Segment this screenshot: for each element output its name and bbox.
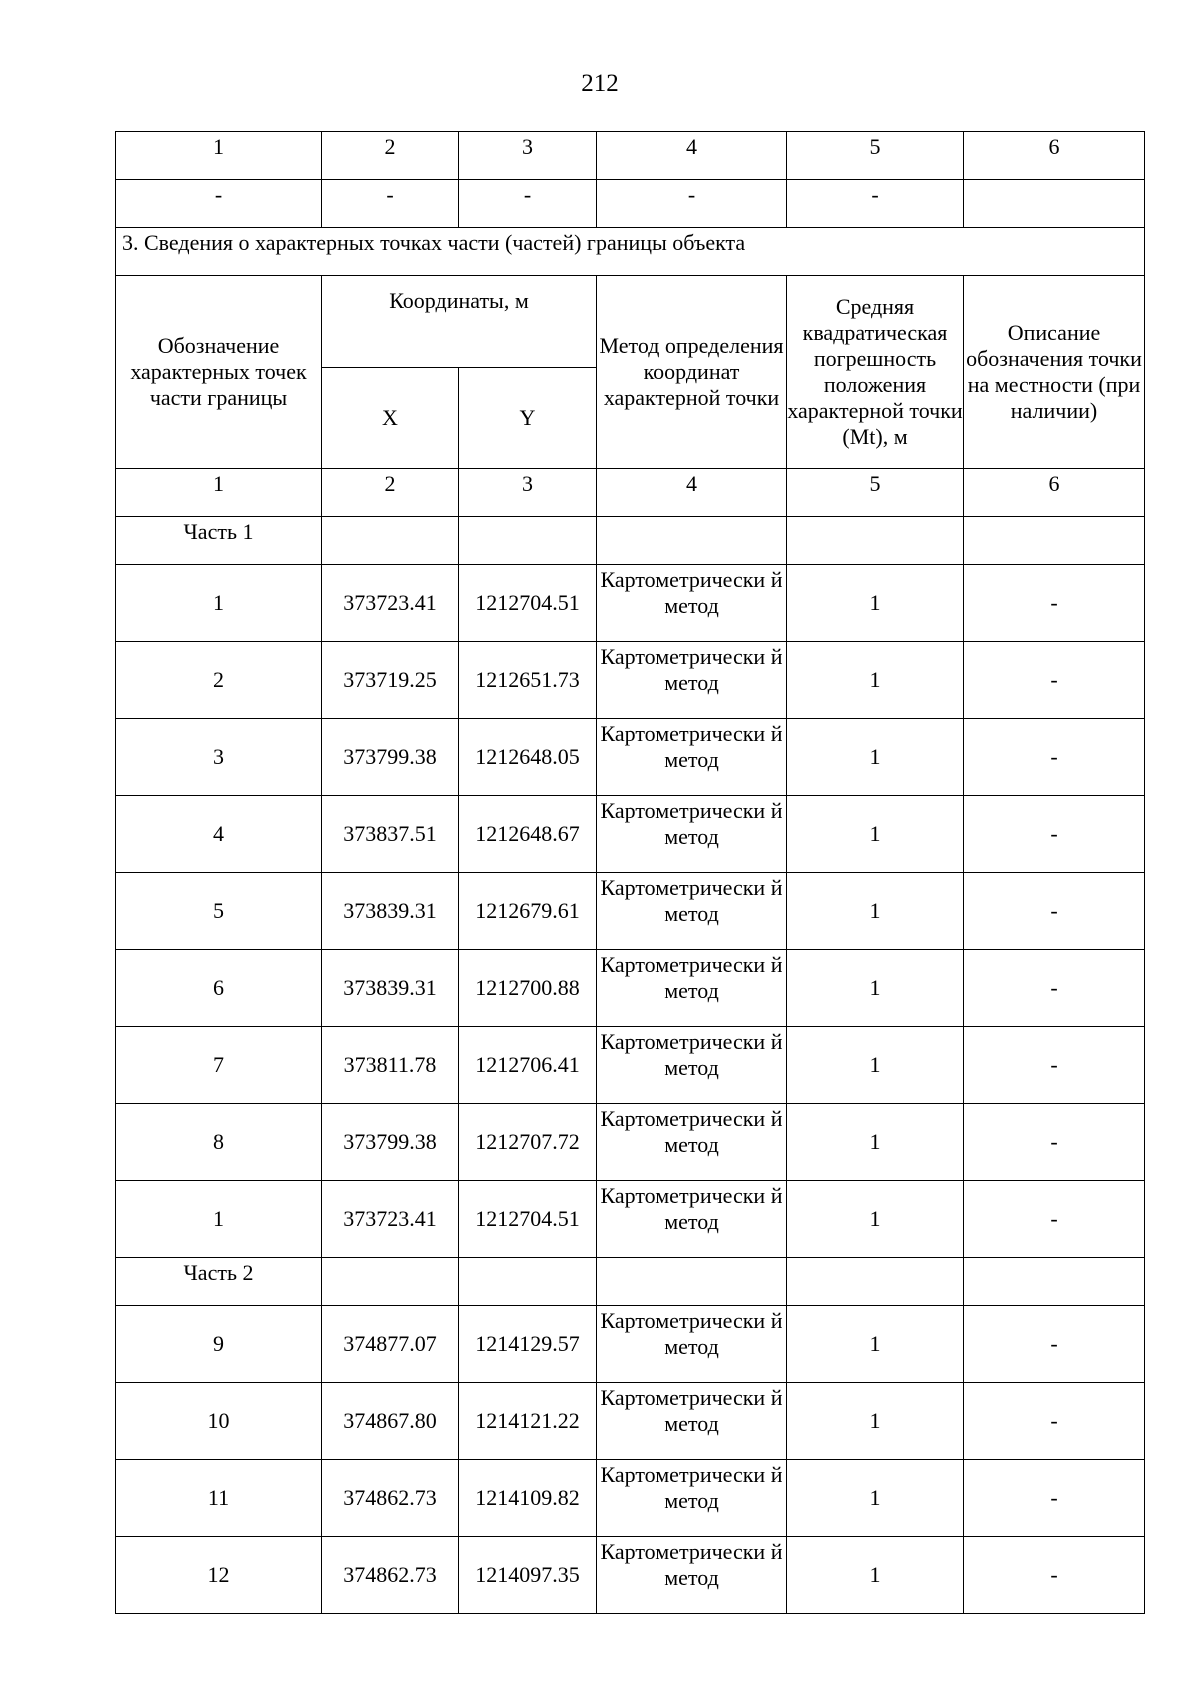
boundary-points-table (115, 131, 1145, 1614)
method-cell: Картометрически й метод (597, 873, 787, 950)
coordinate-x: 374862.73 (322, 1460, 459, 1537)
coordinate-y: 1212648.05 (459, 719, 597, 796)
point-designation: 10 (116, 1383, 322, 1460)
method-cell: Картометрически й метод (597, 796, 787, 873)
column-number: 1 (116, 469, 322, 517)
point-designation: 9 (116, 1306, 322, 1383)
header-description: Описание обозначения точки на местности (при наличии) (964, 276, 1145, 469)
error-cell: 1 (787, 1104, 964, 1181)
coordinate-x: 373723.41 (322, 1181, 459, 1258)
description-cell: - (964, 1460, 1145, 1537)
table-row (116, 1104, 1145, 1181)
empty-cell (597, 517, 787, 565)
description-cell: - (964, 950, 1145, 1027)
table-row (116, 873, 1145, 950)
column-number: 6 (964, 132, 1145, 180)
method-cell: Картометрически й метод (597, 565, 787, 642)
coordinate-x: 374862.73 (322, 1537, 459, 1614)
coordinate-y: 1212651.73 (459, 642, 597, 719)
error-cell: 1 (787, 950, 964, 1027)
table-row (116, 950, 1145, 1027)
coordinate-y: 1212700.88 (459, 950, 597, 1027)
method-cell: Картометрически й метод (597, 1306, 787, 1383)
header-y: Y (459, 368, 597, 469)
coordinate-y: 1214121.22 (459, 1383, 597, 1460)
table-row (116, 642, 1145, 719)
description-cell: - (964, 1104, 1145, 1181)
table-row (116, 1027, 1145, 1104)
description-cell: - (964, 565, 1145, 642)
point-designation: 5 (116, 873, 322, 950)
error-cell: 1 (787, 796, 964, 873)
part-label: Часть 1 (116, 517, 322, 565)
coordinate-y: 1212679.61 (459, 873, 597, 950)
method-cell: Картометрически й метод (597, 1537, 787, 1614)
dash-cell: - (322, 180, 459, 228)
coordinate-y: 1212704.51 (459, 1181, 597, 1258)
dash-cell (964, 180, 1145, 228)
column-number: 4 (597, 469, 787, 517)
description-cell: - (964, 1537, 1145, 1614)
dash-cell: - (116, 180, 322, 228)
method-cell: Картометрически й метод (597, 1181, 787, 1258)
error-cell: 1 (787, 1383, 964, 1460)
description-cell: - (964, 1306, 1145, 1383)
dash-cell: - (787, 180, 964, 228)
table-row (116, 1306, 1145, 1383)
error-cell: 1 (787, 1181, 964, 1258)
coordinate-y: 1212648.67 (459, 796, 597, 873)
header-row-1 (116, 276, 1145, 368)
error-cell: 1 (787, 873, 964, 950)
coordinate-x: 373799.38 (322, 719, 459, 796)
coordinate-x: 373839.31 (322, 873, 459, 950)
description-cell: - (964, 1181, 1145, 1258)
table-row (116, 1460, 1145, 1537)
error-cell: 1 (787, 1306, 964, 1383)
coordinate-y: 1212704.51 (459, 565, 597, 642)
header-designation: Обозначение характерных точек части границы (116, 276, 322, 469)
empty-cell (322, 1258, 459, 1306)
dash-cell: - (459, 180, 597, 228)
description-cell: - (964, 719, 1145, 796)
part-label: Часть 2 (116, 1258, 322, 1306)
point-designation: 2 (116, 642, 322, 719)
page-number: 212 (581, 70, 619, 97)
empty-cell (787, 1258, 964, 1306)
empty-cell (322, 517, 459, 565)
point-designation: 4 (116, 796, 322, 873)
section-title-row (116, 228, 1145, 276)
point-designation: 12 (116, 1537, 322, 1614)
coordinate-y: 1214109.82 (459, 1460, 597, 1537)
empty-cell (597, 1258, 787, 1306)
header-method: Метод определения координат характерной точки (597, 276, 787, 469)
point-designation: 1 (116, 1181, 322, 1258)
method-cell: Картометрически й метод (597, 1383, 787, 1460)
description-cell: - (964, 1383, 1145, 1460)
column-number: 3 (459, 132, 597, 180)
coordinate-x: 374877.07 (322, 1306, 459, 1383)
error-cell: 1 (787, 719, 964, 796)
coordinate-x: 374867.80 (322, 1383, 459, 1460)
empty-cell (964, 517, 1145, 565)
table-row (116, 1181, 1145, 1258)
column-number: 1 (116, 132, 322, 180)
coordinate-y: 1214097.35 (459, 1537, 597, 1614)
description-cell: - (964, 873, 1145, 950)
table-row (116, 1383, 1145, 1460)
coordinate-x: 373837.51 (322, 796, 459, 873)
method-cell: Картометрически й метод (597, 1027, 787, 1104)
error-cell: 1 (787, 565, 964, 642)
coordinate-y: 1212707.72 (459, 1104, 597, 1181)
empty-cell (459, 517, 597, 565)
error-cell: 1 (787, 1027, 964, 1104)
column-number: 5 (787, 469, 964, 517)
error-cell: 1 (787, 1460, 964, 1537)
header-coordinates: Координаты, м (322, 276, 597, 368)
column-number: 6 (964, 469, 1145, 517)
description-cell: - (964, 1027, 1145, 1104)
method-cell: Картометрически й метод (597, 719, 787, 796)
table-row (116, 796, 1145, 873)
description-cell: - (964, 796, 1145, 873)
column-number: 2 (322, 469, 459, 517)
header-error: Средняя квадратическая погрешность положения характерной точки (Mt), м (787, 276, 964, 469)
column-number: 4 (597, 132, 787, 180)
error-cell: 1 (787, 1537, 964, 1614)
empty-cell (459, 1258, 597, 1306)
section-title: 3. Сведения о характерных точках части (частей) границы объекта (116, 228, 1145, 276)
column-number-row (116, 132, 1145, 180)
empty-cell (787, 517, 964, 565)
coordinate-y: 1214129.57 (459, 1306, 597, 1383)
point-designation: 3 (116, 719, 322, 796)
coordinate-y: 1212706.41 (459, 1027, 597, 1104)
part-label-row (116, 517, 1145, 565)
point-designation: 6 (116, 950, 322, 1027)
dash-cell: - (597, 180, 787, 228)
method-cell: Картометрически й метод (597, 642, 787, 719)
method-cell: Картометрически й метод (597, 1104, 787, 1181)
table-row (116, 1537, 1145, 1614)
part-label-row (116, 1258, 1145, 1306)
point-designation: 8 (116, 1104, 322, 1181)
method-cell: Картометрически й метод (597, 950, 787, 1027)
error-cell: 1 (787, 642, 964, 719)
coordinate-x: 373723.41 (322, 565, 459, 642)
column-number: 3 (459, 469, 597, 517)
table-row (116, 565, 1145, 642)
point-designation: 11 (116, 1460, 322, 1537)
point-designation: 7 (116, 1027, 322, 1104)
method-cell: Картометрически й метод (597, 1460, 787, 1537)
coordinate-x: 373839.31 (322, 950, 459, 1027)
coordinate-x: 373719.25 (322, 642, 459, 719)
column-number-row (116, 469, 1145, 517)
coordinate-x: 373799.38 (322, 1104, 459, 1181)
description-cell: - (964, 642, 1145, 719)
point-designation: 1 (116, 565, 322, 642)
header-x: X (322, 368, 459, 469)
column-number: 2 (322, 132, 459, 180)
table-row (116, 719, 1145, 796)
empty-cell (964, 1258, 1145, 1306)
coordinate-x: 373811.78 (322, 1027, 459, 1104)
column-number: 5 (787, 132, 964, 180)
dash-row (116, 180, 1145, 228)
